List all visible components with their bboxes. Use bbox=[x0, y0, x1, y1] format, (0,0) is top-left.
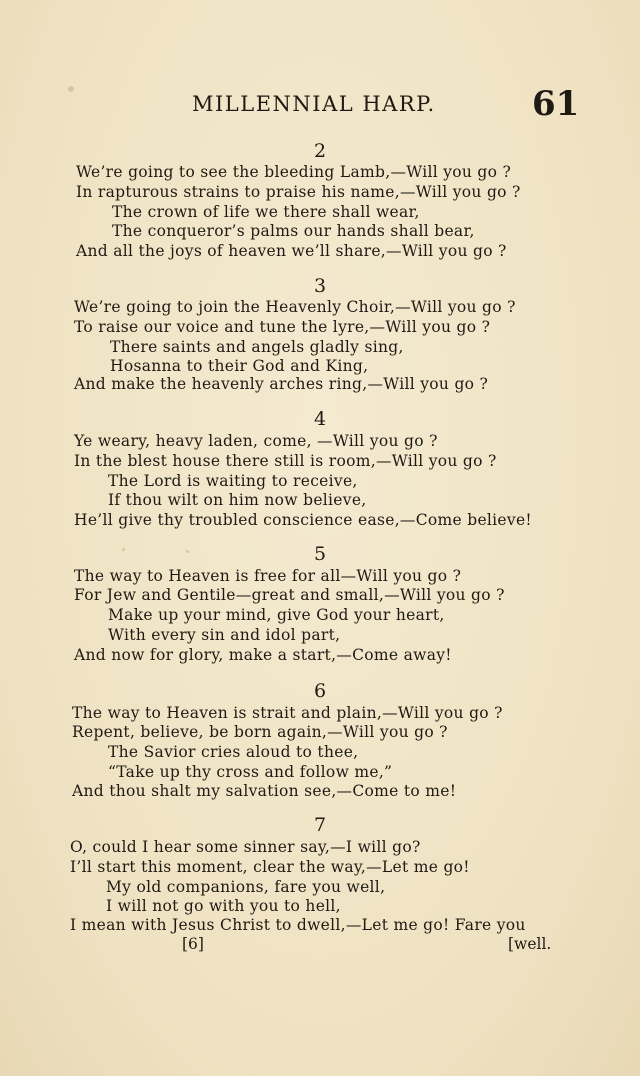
verse-line: We’re going to see the bleeding Lamb,—Will you go ? bbox=[76, 163, 512, 181]
verse-line: I mean with Jesus Christ to dwell,—Let me go! Fare you bbox=[70, 916, 526, 934]
verse-line: And make the heavenly arches ring,—Will you go ? bbox=[74, 375, 489, 393]
verse-line: To raise our voice and tune the lyre,—Will you go ? bbox=[74, 318, 491, 336]
verse-line: And all the joys of heaven we’ll share,—Will you go ? bbox=[76, 242, 507, 260]
verse-number: 4 bbox=[313, 408, 327, 430]
verse-line: In rapturous strains to praise his name,—Will you go ? bbox=[76, 183, 521, 201]
verse-line: The crown of life we there shall wear, bbox=[112, 203, 420, 221]
verse-line: We’re going to join the Heavenly Choir,—Will you go ? bbox=[74, 298, 516, 316]
verse-line: I’ll start this moment, clear the way,—Let me go! bbox=[70, 858, 470, 876]
verse-line: And thou shalt my salvation see,—Come to me! bbox=[72, 782, 457, 800]
verse-line: Hosanna to their God and King, bbox=[110, 357, 369, 375]
verse-number: 7 bbox=[313, 814, 327, 836]
verse-line: The Savior cries aloud to thee, bbox=[108, 743, 359, 761]
verse-line: He’ll give thy troubled conscience ease,—Come believe! bbox=[74, 511, 532, 529]
verse-line: And now for glory, make a start,—Come away! bbox=[74, 646, 452, 664]
verse-line: The Lord is waiting to receive, bbox=[108, 472, 358, 490]
verse-line: Repent, believe, be born again,—Will you go ? bbox=[72, 723, 448, 741]
verse-line: The way to Heaven is free for all—Will you go ? bbox=[74, 567, 462, 585]
verse-line: Ye weary, heavy laden, come, —Will you go ? bbox=[74, 432, 438, 450]
signature-mark: [6] bbox=[182, 935, 204, 953]
verse-line: With every sin and idol part, bbox=[108, 626, 341, 644]
verse-line: If thou wilt on him now believe, bbox=[108, 491, 367, 509]
verse-number: 2 bbox=[313, 140, 327, 162]
turnover-word: [well. bbox=[508, 935, 552, 953]
verse-line: The conqueror’s palms our hands shall bear, bbox=[112, 222, 475, 240]
verse-number: 6 bbox=[313, 680, 327, 702]
verse-line: “Take up thy cross and follow me,” bbox=[108, 763, 393, 781]
verse-line: My old companions, fare you well, bbox=[106, 878, 386, 896]
verse-line: I will not go with you to hell, bbox=[106, 897, 341, 915]
verse-line: The way to Heaven is strait and plain,—Will you go ? bbox=[72, 704, 503, 722]
verse-number: 5 bbox=[313, 543, 327, 565]
running-title: MILLENNIAL HARP. bbox=[192, 92, 436, 116]
verse-line: O, could I hear some sinner say,—I will go? bbox=[70, 838, 421, 856]
verse-line: For Jew and Gentile—great and small,—Will you go ? bbox=[74, 586, 505, 604]
verse-line: In the blest house there still is room,—Will you go ? bbox=[74, 452, 497, 470]
verse-number: 3 bbox=[313, 275, 327, 297]
page-header bbox=[0, 84, 640, 128]
verse-line: There saints and angels gladly sing, bbox=[110, 338, 404, 356]
verse-line: Make up your mind, give God your heart, bbox=[108, 606, 445, 624]
page-number: 61 bbox=[532, 84, 580, 124]
